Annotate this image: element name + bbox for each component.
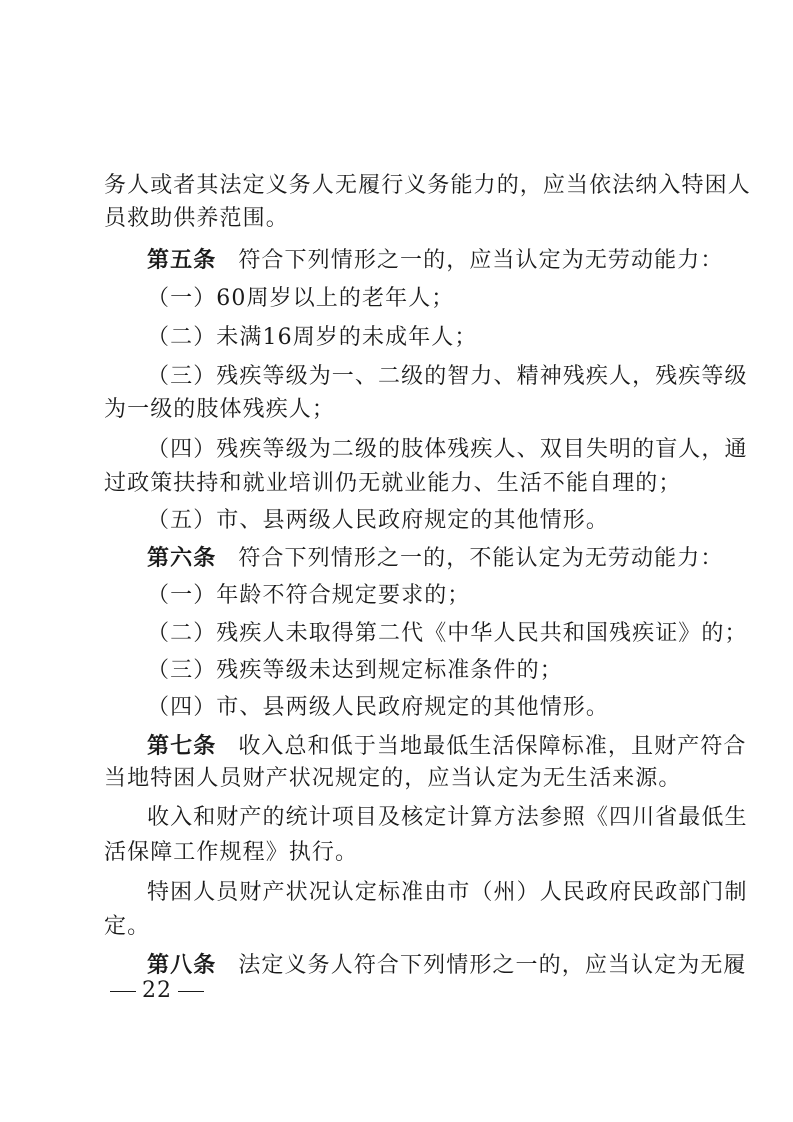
text-line: 员救助供养范围。 <box>104 206 289 231</box>
list-item: （三）残疾等级未达到规定标准条件的； <box>147 658 563 683</box>
list-item: （一）60周岁以上的老年人； <box>147 286 455 311</box>
article-8-text: 法定义务人符合下列情形之一的，应当认定为无履 <box>238 953 747 978</box>
dash-right <box>178 991 204 992</box>
article-5-text: 符合下列情形之一的，应当认定为无劳动能力： <box>238 248 724 273</box>
article-6-text: 符合下列情形之一的，不能认定为无劳动能力： <box>238 546 724 571</box>
article-5 <box>147 245 737 275</box>
paragraph: 收入和财产的统计项目及核定计算方法参照《四川省最低生 <box>147 805 748 830</box>
list-item-continuation: 过政策扶持和就业培训仍无就业能力、生活不能自理的； <box>104 471 682 496</box>
article-7-text: 收入总和低于当地最低生活保障标准，且财产符合 <box>238 734 747 759</box>
list-item: （三）残疾等级为一、二级的智力、精神残疾人，残疾等级 <box>147 364 748 389</box>
list-item: （二）未满16周岁的未成年人； <box>147 325 478 350</box>
list-item: （四）市、县两级人民政府规定的其他情形。 <box>147 695 610 720</box>
article-6-title: 第六条 <box>147 545 217 571</box>
list-item: （五）市、县两级人民政府规定的其他情形。 <box>147 508 610 533</box>
list-item-continuation: 为一级的肢体残疾人； <box>104 397 336 422</box>
text-line: 当地特困人员财产状况规定的，应当认定为无生活来源。 <box>104 766 682 791</box>
article-6 <box>147 543 737 573</box>
article-5-title: 第五条 <box>147 247 217 273</box>
article-7-title: 第七条 <box>147 733 217 759</box>
paragraph: 特困人员财产状况认定标准由市（州）人民政府民政部门制 <box>147 880 748 905</box>
list-item: （二）残疾人未取得第二代《中华人民共和国残疾证》的； <box>147 621 748 646</box>
text-line: 定。 <box>104 914 151 939</box>
article-8 <box>147 950 747 980</box>
text-line: 活保障工作规程》执行。 <box>104 840 359 865</box>
text-line: 务人或者其法定义务人无履行义务能力的，应当依法纳入特困人 <box>104 173 751 198</box>
article-8-title: 第八条 <box>147 952 217 978</box>
list-item: （一）年龄不符合规定要求的； <box>147 583 471 608</box>
page-number <box>104 976 210 1006</box>
page-number-value: 22 <box>142 978 172 1003</box>
dash-left <box>110 991 136 992</box>
list-item: （四）残疾等级为二级的肢体残疾人、双目失明的盲人，通 <box>147 437 748 462</box>
article-7 <box>147 731 747 761</box>
